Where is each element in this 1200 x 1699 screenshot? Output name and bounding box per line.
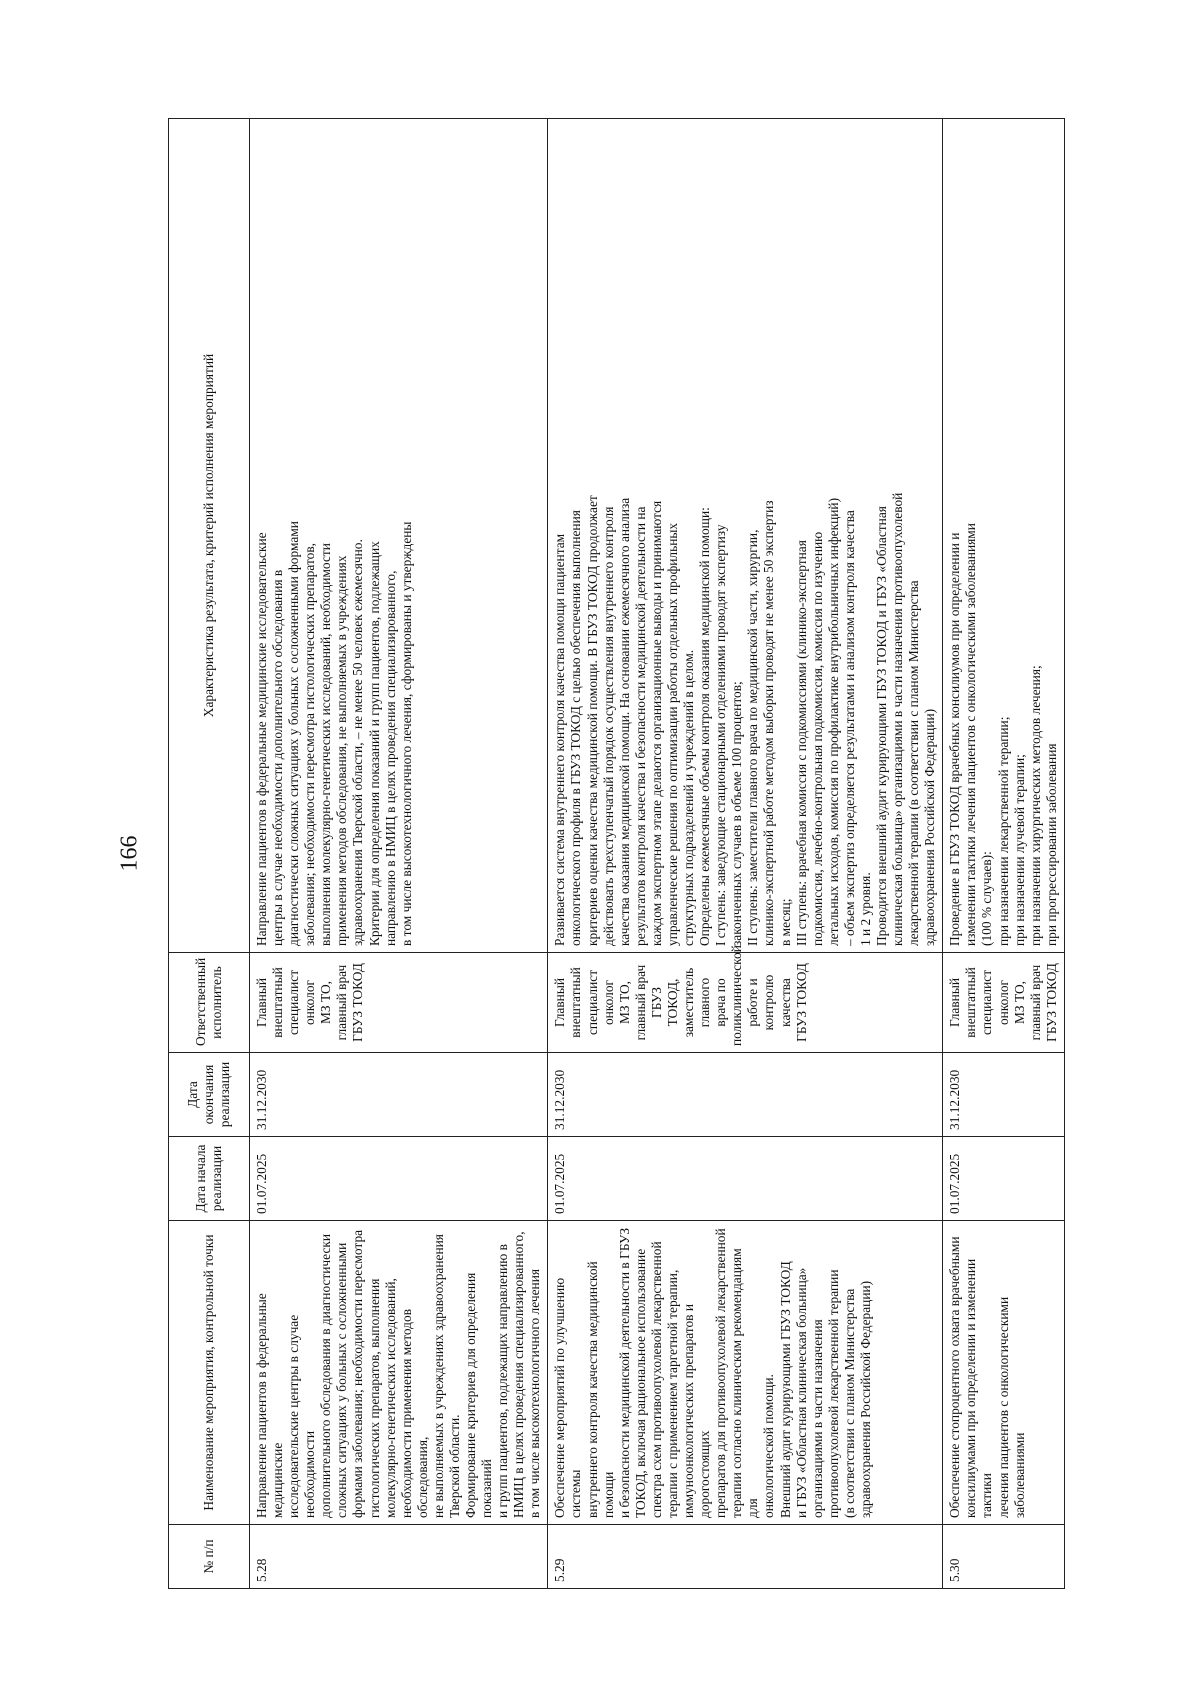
measure-name-line: не выполняемых в учреждениях здравоохранения [430, 1234, 446, 1518]
result-line: заболевания; необходимости пересмотра гистологических препаратов, [302, 543, 318, 946]
table-row [943, 119, 1065, 1589]
result-line: критериев оценки качества медицинской помощи. В ГБУЗ ТОКОД продолжает [584, 495, 600, 946]
result-cell [250, 119, 548, 953]
responsible-line: главный врач [1027, 964, 1043, 1041]
result-line: I ступень: заведующие стационарными отделениями проводят экспертизу [713, 524, 729, 946]
result-line: онкологического профиля в ГБУЗ ТОКОД с целью обеспечения выполнения [568, 510, 584, 946]
measure-name-cell [548, 1221, 943, 1525]
result-line: каждом экспертном этапе делаются организационные выводы и принимаются [648, 500, 664, 946]
result-line: при назначении хирургических методов лечения; [1027, 665, 1043, 946]
result-line: выполнения молекулярно-генетических исследований, необходимости [318, 543, 334, 946]
responsible-line: специалист онколог [979, 969, 1011, 1036]
result-line: III ступень: врачебная комиссия с подкомиссиями (клинико-экспертная [793, 540, 809, 946]
measure-name-line: препаратов для противоопухолевой лекарственной [713, 1228, 729, 1518]
result-line: (100 % случаев): [979, 851, 995, 946]
responsible-line: поликлинической [729, 945, 745, 1046]
result-line: – объем экспертиз определяется результатами и анализом контроля качества [841, 510, 857, 946]
result-line: клиническая больница» организациями в части назначения противоопухолевой [890, 492, 906, 946]
result-line: в месяц; [777, 898, 793, 946]
measure-name-line: формами заболевания; необходимости пересмотра [350, 1229, 366, 1518]
measure-name-line: необходимости применения методов обследования, [398, 1308, 430, 1518]
result-line: изменении тактики лечения пациентов с онкологическими заболеваниями [963, 523, 979, 946]
measure-name-line: иммуноонкологических препаратов и дорогостоящих [681, 1304, 713, 1518]
end-date-cell: 31.12.2030 [250, 1053, 548, 1137]
measure-name-line: молекулярно-генетических исследований, [382, 1278, 398, 1518]
responsible-line: главный врач [334, 964, 350, 1041]
result-line: 1 и 2 уровня. [857, 872, 873, 946]
table-row [250, 119, 548, 1589]
measures-table [168, 118, 1065, 1589]
result-line: при назначении лекарственной терапии; [995, 716, 1011, 946]
row-number-cell: 5.28 [250, 1525, 548, 1589]
responsible-line: работе и контролю [745, 974, 777, 1031]
end-date-cell: 31.12.2030 [943, 1053, 1065, 1137]
start-date-cell: 01.07.2025 [548, 1137, 943, 1221]
header-start: Дата начала реализации [169, 1137, 250, 1221]
measure-name-line: НМИЦ в целях проведения специализированного, [511, 1231, 527, 1518]
result-line: при прогрессировании заболевания [1043, 743, 1059, 946]
result-line: здравоохранения Российской Федерации) [922, 708, 938, 946]
responsible-line: качества [777, 978, 793, 1027]
measure-name-line: здравоохранения Российской Федерации) [857, 1280, 873, 1518]
measure-name-line: внутреннего контроля качества медицинской помощи [584, 1261, 616, 1518]
page-number: 166 [116, 835, 143, 872]
measure-name-line: дополнительного обследования в диагностически [318, 1233, 334, 1518]
measure-name-line: противоопухолевой лекарственной терапии [825, 1269, 841, 1518]
measure-name-line: и групп пациентов, подлежащих направлению в [495, 1244, 511, 1518]
document-table-rotated [168, 119, 1059, 1589]
responsible-line: заместитель главного [681, 967, 713, 1038]
result-line: лекарственной терапии (в соответствии с планом Министерства [906, 580, 922, 946]
responsible-line: главный врач ГБУЗ [632, 964, 664, 1041]
result-line: направлению в НМИЦ в целях проведения специализированного, [382, 570, 398, 946]
row-number-cell: 5.29 [548, 1525, 943, 1589]
result-line: Определены ежемесячные объемы контроля оказания медицинской помощи: [697, 507, 713, 946]
table-row [548, 119, 943, 1589]
measure-name-line: Формирование критериев для определения показаний [463, 1272, 495, 1518]
measure-name-line: Направление пациентов в федеральные медицинские [254, 1293, 286, 1518]
measure-name-line: (в соответствии с планом Министерства [841, 1288, 857, 1518]
measure-name-line: Тверской области. [446, 1414, 462, 1518]
result-line: при назначении лучевой терапии; [1011, 754, 1027, 946]
result-cell [943, 119, 1065, 953]
header-name: Наименование мероприятия, контрольной точки [169, 1221, 250, 1525]
result-line: законченных случаев в объеме 100 процентов; [729, 681, 745, 946]
measure-name-line: и ГБУЗ «Областная клиническая больница» [793, 1267, 809, 1518]
result-line: качества оказания медицинской помощи. На основании ежемесячного анализа [616, 497, 632, 946]
measure-name-cell [250, 1221, 548, 1525]
result-line: клинико-экспертной работе методом выборки проводят не менее 50 экспертиз [761, 500, 777, 946]
responsible-cell [943, 953, 1065, 1053]
measure-name-line: онкологической помощи. [761, 1374, 777, 1518]
responsible-line: специалист онколог [584, 969, 616, 1036]
header-num: № п/п [169, 1525, 250, 1589]
result-line: летальных исходов, комиссия по профилактике внутрибольничных инфекций) [825, 497, 841, 946]
measure-name-line: терапии с применением таргетной терапии, [664, 1269, 680, 1518]
measure-name-line: в том числе высокотехнологичного лечения [527, 1268, 543, 1518]
measure-name-line: Обеспечение стопроцентного охвата врачебными [947, 1236, 963, 1518]
responsible-line: ТОКОД, [664, 978, 680, 1027]
result-line: управленческие решения по оптимизации работы отдельных профильных [664, 522, 680, 946]
responsible-line: МЗ ТО, [1011, 981, 1027, 1024]
result-line: действовать трехступенчатый порядок осуществления внутреннего контроля [600, 506, 616, 946]
end-date-cell: 31.12.2030 [548, 1053, 943, 1137]
responsible-cell [250, 953, 548, 1053]
responsible-cell [548, 945, 943, 1053]
result-line: структурных подразделений и учреждений в целом. [681, 649, 697, 946]
responsible-line: Главный внештатный [552, 967, 584, 1038]
result-line: диагностически сложных ситуациях у больных с осложненными формами [286, 521, 302, 946]
measure-name-line: Обеспечение мероприятий по улучшению системы [552, 1277, 584, 1518]
responsible-line: Главный внештатный [254, 967, 286, 1038]
measure-name-line: консилиумами при определении и изменении тактики [963, 1258, 995, 1518]
measure-name-line: гистологических препаратов, выполнения [366, 1278, 382, 1518]
responsible-line: МЗ ТО, [616, 981, 632, 1024]
result-line: Развивается система внутреннего контроля качества помощи пациентам [552, 533, 568, 946]
responsible-line: ГБУЗ ТОКОД [793, 963, 809, 1042]
responsible-line: специалист онколог [286, 969, 318, 1036]
responsible-line: Главный внештатный [947, 967, 979, 1038]
measure-name-line: терапии согласно клиническим рекомендациям для [729, 1248, 761, 1518]
result-line: II ступень: заместители главного врача по медицинской части, хирургии, [745, 529, 761, 946]
start-date-cell: 01.07.2025 [250, 1137, 548, 1221]
result-line: подкомиссия, лечебно-контрольная подкомиссия, комиссия по изучению [809, 531, 825, 946]
measure-name-line: Внешний аудит курирующими ГБУЗ ТОКОД [777, 1261, 793, 1518]
table-header-row [169, 119, 250, 1589]
measure-name-line: спектра схем противоопухолевой лекарственной [648, 1241, 664, 1518]
responsible-line: врача по [713, 978, 729, 1027]
header-end: Дата окончания реализации [169, 1053, 250, 1137]
measure-name-line: ТОКОД, включая рациональное использование [632, 1248, 648, 1518]
measure-name-line: и безопасности медицинской деятельности в ГБУЗ [616, 1227, 632, 1518]
result-line: Проведение в ГБУЗ ТОКОД врачебных консилиумов при определении и [947, 532, 963, 946]
start-date-cell: 01.07.2025 [943, 1137, 1065, 1221]
result-line: центры в случае необходимости дополнительного обследования в [270, 569, 286, 946]
result-line: в том числе высокотехнологичного лечения, сформированы и утверждены [398, 521, 414, 946]
responsible-line: ГБУЗ ТОКОД [1043, 963, 1059, 1042]
responsible-line: ГБУЗ ТОКОД [350, 963, 366, 1042]
header-result: Характеристика результата, критерий исполнения мероприятий [169, 119, 250, 953]
result-line: Критерии для определения показаний и групп пациентов, подлежащих [366, 541, 382, 946]
result-line: Проводится внешний аудит курирующими ГБУЗ ТОКОД и ГБУЗ «Областная [873, 506, 889, 946]
result-line: результатов контроля качества и безопасности медицинской деятельности на [632, 506, 648, 946]
measure-name-cell [943, 1221, 1065, 1525]
result-line: Направление пациентов в федеральные медицинские исследовательские [254, 532, 269, 946]
result-line: здравоохранения Тверской области, – не менее 50 человек ежемесячно. [350, 539, 366, 946]
measure-name-line: лечения пациентов с онкологическими заболеваниями [995, 1296, 1027, 1518]
measure-name-line: организациями в части назначения [809, 1319, 825, 1518]
result-cell [548, 119, 943, 953]
measure-name-line: сложных ситуациях у больных с осложненными [334, 1242, 350, 1518]
header-responsible: Ответственный исполнитель [169, 953, 250, 1053]
responsible-line: МЗ ТО, [318, 981, 334, 1024]
result-line: применения методов обследования, не выполняемых в учреждениях [334, 555, 350, 946]
measure-name-line: исследовательские центры в случае необходимости [286, 1314, 318, 1518]
row-number-cell: 5.30 [943, 1525, 1065, 1589]
